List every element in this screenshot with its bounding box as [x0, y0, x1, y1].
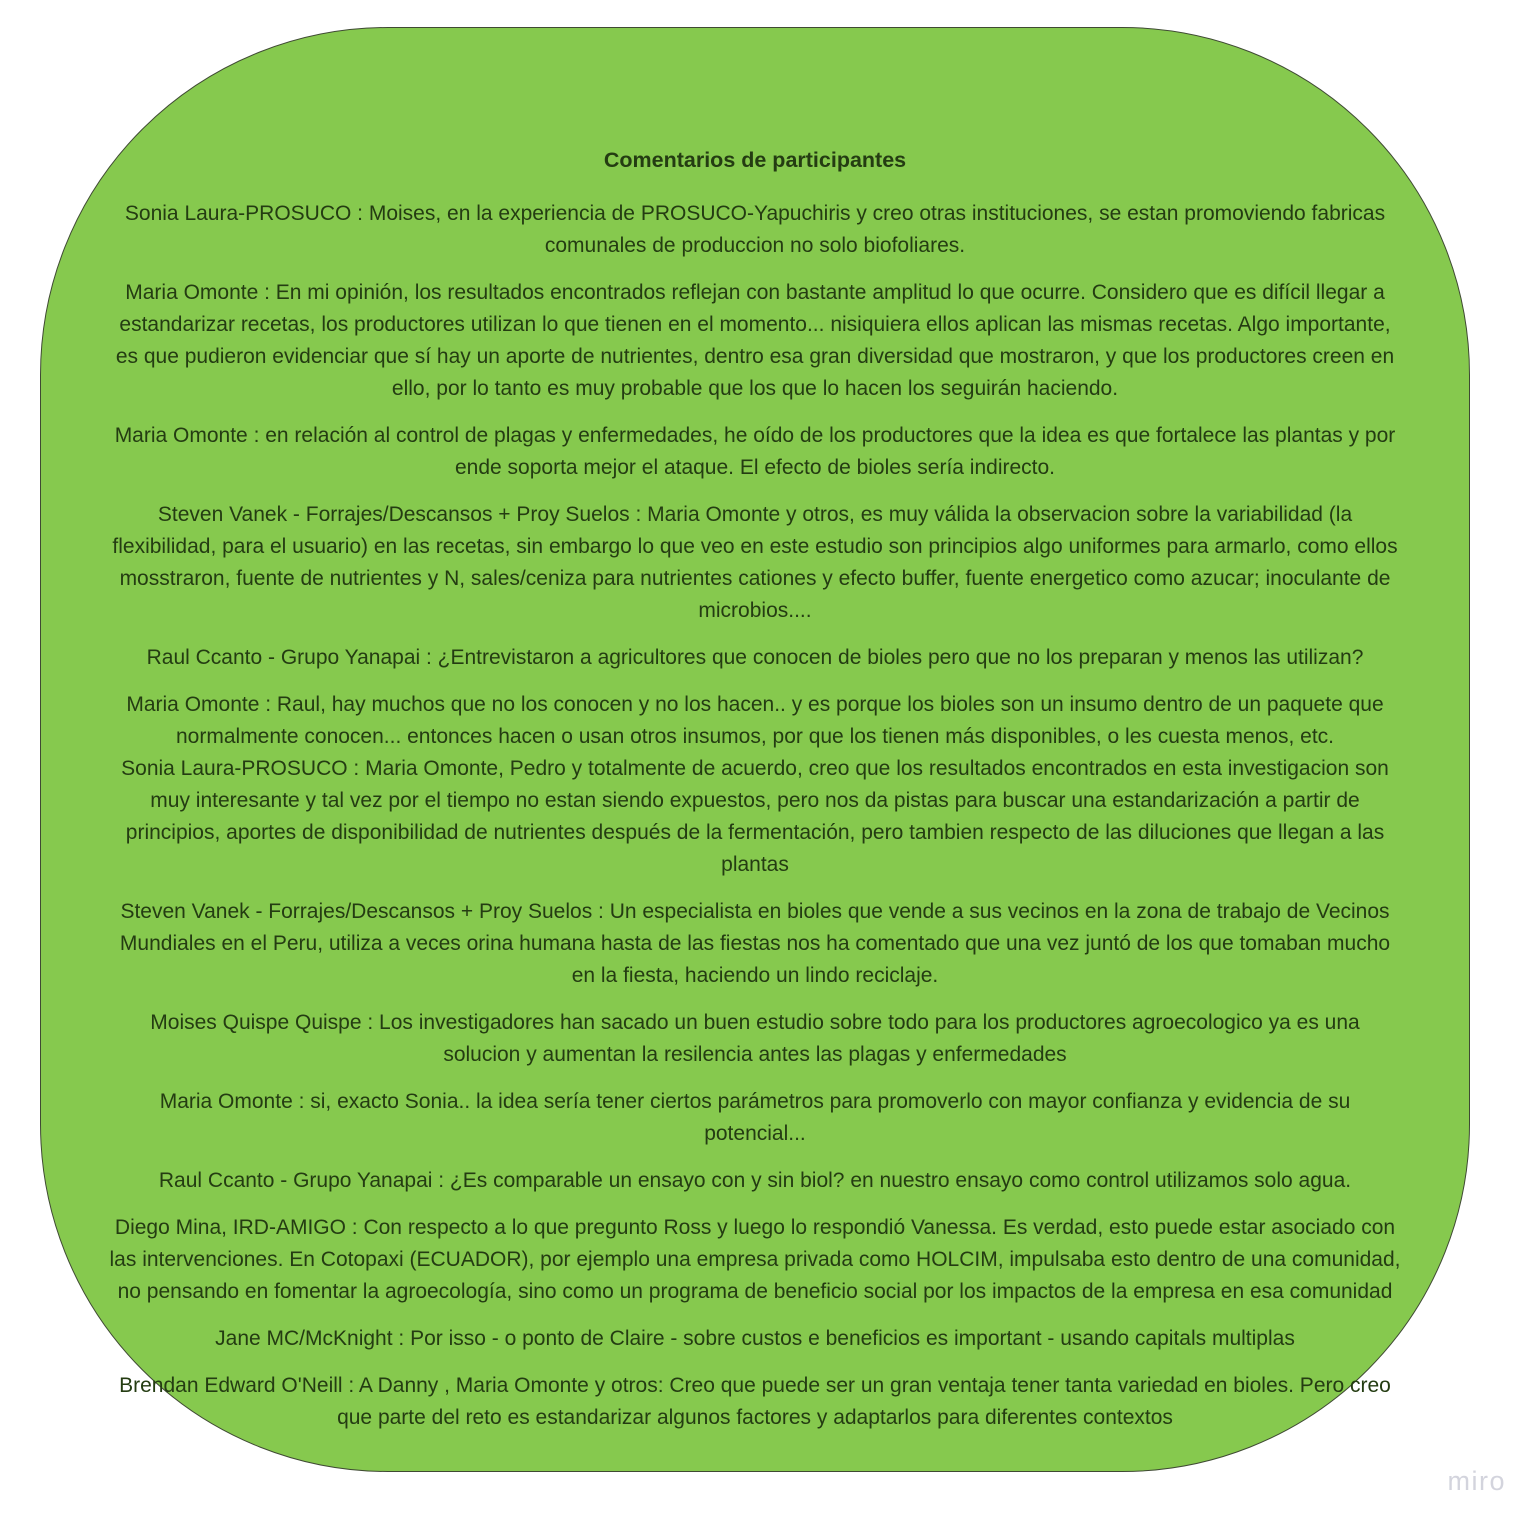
comments-list: [109, 198, 1401, 1434]
shape-text-content: [41, 28, 1469, 1471]
comment-paragraph: Maria Omonte : en relación al control de plagas y enfermedades, he oído de los productores que la idea es que fortalece las plantas y por ende soporta mejor el ataque. El efecto de bioles sería indirecto.: [114, 424, 1396, 479]
comment-paragraph: Maria Omonte : Raul, hay muchos que no los conocen y no los hacen.. y es porque los bioles son un insumo dentro de un paquete que normalmente conocen... entonces hacen o usan otros insumos, por que los tienen más disponibles, o les cuesta menos, etc.: [126, 693, 1384, 748]
comment-paragraph: Sonia Laura-PROSUCO : Moises, en la experiencia de PROSUCO-Yapuchiris y creo otras instituciones, se estan promoviendo fabricas comunales de produccion no solo biofoliares.: [124, 202, 1386, 257]
comment-paragraph: Moises Quispe Quispe : Los investigadores han sacado un buen estudio sobre todo para los productores agroecologico ya es una solucion y aumentan la resilencia antes las plagas y enfermedades: [150, 1011, 1360, 1066]
comment-paragraph: Sonia Laura-PROSUCO : Maria Omonte, Pedro y totalmente de acuerdo, creo que los resultados encontrados en esta investigacion son muy interesante y tal vez por el tiempo no estan siendo expuestos, pero nos da pistas para buscar una estandarización a partir de principios, aportes de disponibilidad de nutrientes después de la fermentación, pero tambien respecto de las diluciones que llegan a las plantas: [121, 757, 1389, 876]
comment-paragraph: Diego Mina, IRD-AMIGO : Con respecto a lo que pregunto Ross y luego lo respondió Vanessa. Es verdad, esto puede estar asociado con las intervenciones. En Cotopaxi (ECUADOR), por ejemplo una empresa privada como HOLCIM, impulsaba esto dentro de una comunidad, no pensando en fomentar la agroecología, sino como un programa de beneficio social por los impactos de la empresa en esa comunidad: [109, 1216, 1401, 1303]
comment-paragraph: Raul Ccanto - Grupo Yanapai : ¿Entrevistaron a agricultores que conocen de bioles pero que no los preparan y menos las utilizan?: [146, 646, 1364, 669]
comment-paragraph: Steven Vanek - Forrajes/Descansos + Proy Suelos : Un especialista en bioles que vende a sus vecinos en la zona de trabajo de Vecinos Mundiales en el Peru, utiliza a veces orina humana hasta de las fiestas nos ha comentado que una vez juntó de los que tomaban mucho en la fiesta, haciendo un lindo reciclaje.: [119, 900, 1391, 987]
comment-paragraph: Jane MC/McKnight : Por isso - o ponto de Claire - sobre custos e beneficios es important - usando capitals multiplas: [215, 1327, 1295, 1350]
miro-watermark: miro: [1447, 1466, 1506, 1496]
comment-paragraph: Raul Ccanto - Grupo Yanapai : ¿Es comparable un ensayo con y sin biol? en nuestro ensayo como control utilizamos solo agua.: [158, 1169, 1352, 1192]
comment-paragraph: Brendan Edward O'Neill : A Danny , Maria Omonte y otros: Creo que puede ser un gran ventaja tener tanta variedad en bioles. Pero creo que parte del reto es estandarizar algunos factores y adaptarlos para diferentes contextos: [119, 1374, 1391, 1429]
comment-paragraph: Steven Vanek - Forrajes/Descansos + Proy Suelos : Maria Omonte y otros, es muy válida la observacion sobre la variabilidad (la flexibilidad, para el usuario) en las recetas, sin embargo lo que veo en este estudio son principios algo uniformes para armarlo, como ellos mosstraron, fuente de nutrientes y N, sales/ceniza para nutrientes cationes y efecto buffer, fuente energetico como azucar; inoculante de microbios....: [112, 503, 1398, 622]
note-title: Comentarios de participantes: [603, 148, 907, 172]
green-rounded-shape[interactable]: [40, 27, 1470, 1472]
comment-paragraph: Maria Omonte : En mi opinión, los resultados encontrados reflejan con bastante amplitud lo que ocurre. Considero que es difícil llegar a estandarizar recetas, los productores utilizan lo que tienen en el momento... nisiquiera ellos aplican las mismas recetas. Algo importante, es que pudieron evidenciar que sí hay un aporte de nutrientes, dentro esa gran diversidad que mostraron, y que los productores creen en ello, por lo tanto es muy probable que los que lo hacen los seguirán haciendo.: [115, 281, 1395, 400]
comment-paragraph: Maria Omonte : si, exacto Sonia.. la idea sería tener ciertos parámetros para promoverlo con mayor confianza y evidencia de su potencial...: [159, 1090, 1351, 1145]
